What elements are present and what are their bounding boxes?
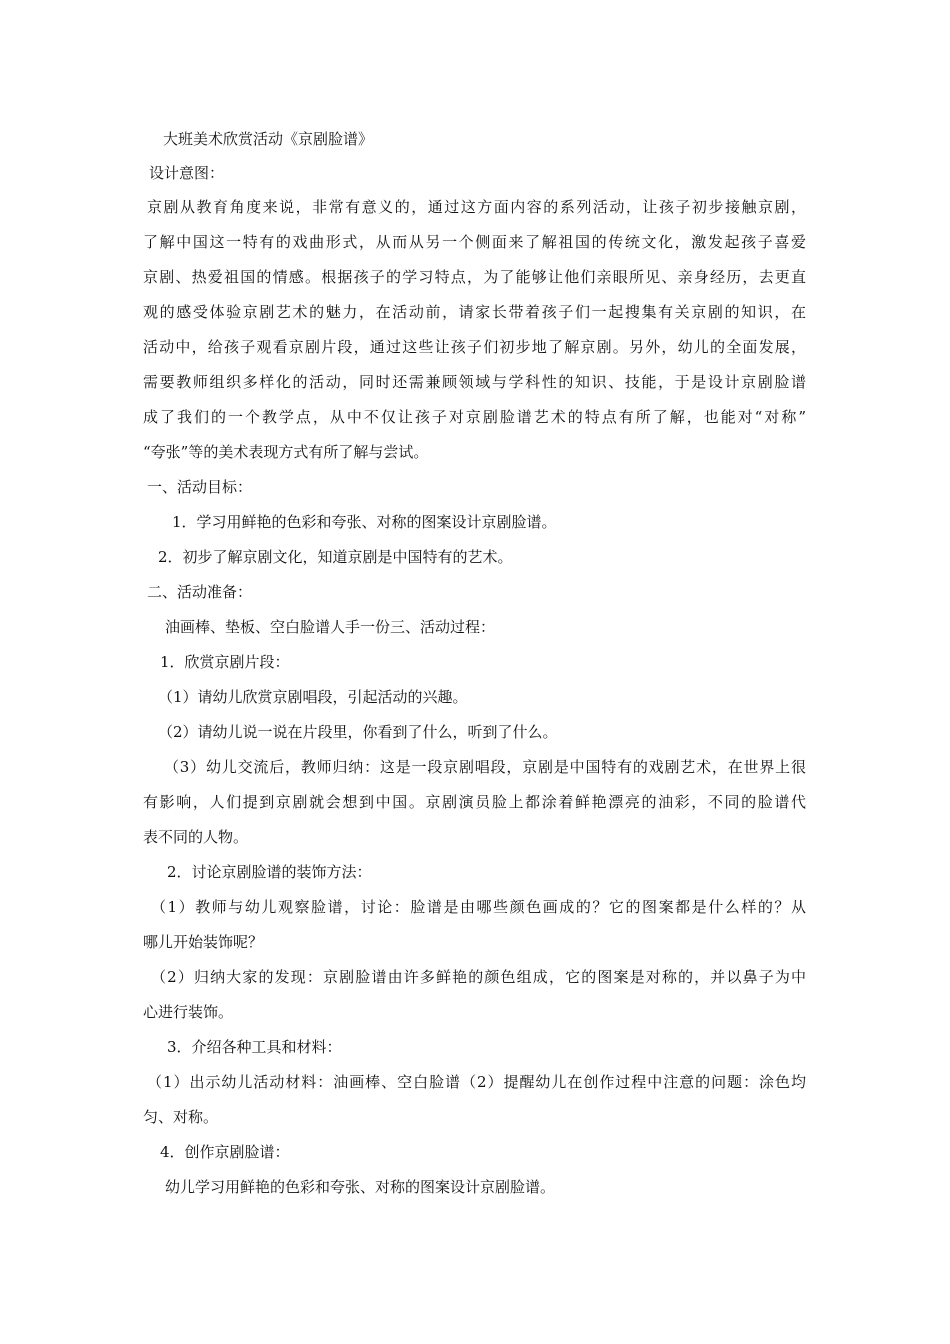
step1-item-line: 表不同的人物。 bbox=[143, 828, 249, 846]
goals-heading: 一、活动目标： bbox=[147, 478, 253, 496]
step3-item-line: 匀、对称。 bbox=[143, 1108, 219, 1126]
step2-item-line: （1）教师与幼儿观察脸谱，讨论：脸谱是由哪些颜色画成的？它的图案都是什么样的？从 bbox=[151, 898, 806, 916]
step1-item-line: （3）幼儿交流后，教师归纳：这是一段京剧唱段，京剧是中国特有的戏剧艺术，在世界上很 bbox=[164, 758, 806, 776]
document-title: 大班美术欣赏活动《京剧脸谱》 bbox=[163, 130, 374, 148]
step1-heading: 1．欣赏京剧片段： bbox=[160, 653, 290, 671]
paragraph-line: 成了我们的一个教学点，从中不仅让孩子对京剧脸谱艺术的特点有所了解，也能对“对称” bbox=[143, 408, 806, 426]
step3-item-line: （1）出示幼儿活动材料：油画棒、空白脸谱（2）提醒幼儿在创作过程中注意的问题：涂色均 bbox=[147, 1073, 806, 1091]
goal-item: 2．初步了解京剧文化，知道京剧是中国特有的艺术。 bbox=[158, 548, 513, 566]
step4-heading: 4．创作京剧脸谱： bbox=[160, 1143, 290, 1161]
step3-heading: 3．介绍各种工具和材料： bbox=[167, 1038, 342, 1056]
step2-item-line: （2）归纳大家的发现：京剧脸谱由许多鲜艳的颜色组成，它的图案是对称的，并以鼻子为中 bbox=[151, 968, 806, 986]
paragraph-line: 观的感受体验京剧艺术的魅力，在活动前，请家长带着孩子们一起搜集有关京剧的知识，在 bbox=[143, 303, 806, 321]
paragraph-line: 需要教师组织多样化的活动，同时还需兼顾领域与学科性的知识、技能，于是设计京剧脸谱 bbox=[143, 373, 806, 391]
paragraph-line: 了解中国这一特有的戏曲形式，从而从另一个侧面来了解祖国的传统文化，激发起孩子喜爱 bbox=[143, 233, 806, 251]
step1-item: （1）请幼儿欣赏京剧唱段，引起活动的兴趣。 bbox=[158, 688, 468, 706]
paragraph-line: 京剧从教育角度来说，非常有意义的，通过这方面内容的系列活动，让孩子初步接触京剧， bbox=[147, 198, 806, 216]
design-intent-heading: 设计意图： bbox=[149, 164, 225, 182]
step2-item-line: 心进行装饰。 bbox=[143, 1003, 234, 1021]
paragraph-line: “夸张”等的美术表现方式有所了解与尝试。 bbox=[143, 443, 429, 461]
step1-item: （2）请幼儿说一说在片段里，你看到了什么，听到了什么。 bbox=[158, 723, 558, 741]
prep-heading: 二、活动准备： bbox=[147, 583, 253, 601]
paragraph-line: 活动中，给孩子观看京剧片段，通过这些让孩子们初步地了解京剧。另外，幼儿的全面发展， bbox=[143, 338, 806, 356]
step1-item-line: 有影响，人们提到京剧就会想到中国。京剧演员脸上都涂着鲜艳漂亮的油彩，不同的脸谱代 bbox=[143, 793, 806, 811]
step2-heading: 2．讨论京剧脸谱的装饰方法： bbox=[167, 863, 372, 881]
prep-line: 油画棒、垫板、空白脸谱人手一份三、活动过程： bbox=[165, 618, 496, 636]
step4-line: 幼儿学习用鲜艳的色彩和夸张、对称的图案设计京剧脸谱。 bbox=[165, 1178, 556, 1196]
paragraph-line: 京剧、热爱祖国的情感。根据孩子的学习特点，为了能够让他们亲眼所见、亲身经历，去更直 bbox=[143, 268, 806, 286]
goal-item: 1．学习用鲜艳的色彩和夸张、对称的图案设计京剧脸谱。 bbox=[172, 513, 557, 531]
step2-item-line: 哪儿开始装饰呢？ bbox=[143, 933, 264, 951]
